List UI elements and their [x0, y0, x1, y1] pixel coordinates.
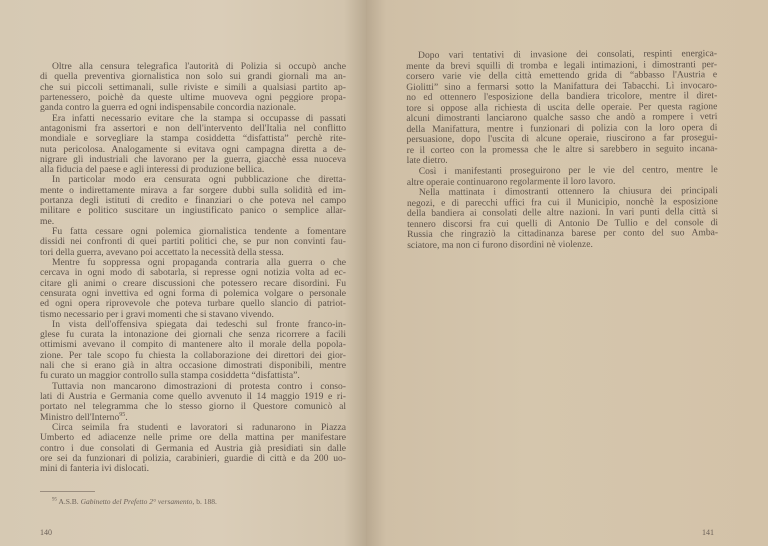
line-text: della Manifattura, mentre i funzionari di polizia con la loro opera di — [406, 121, 718, 135]
line-text: no ed ottennero l'esposizione della bandiera tricolore, mentre il diret- — [406, 90, 718, 104]
line-text: sciatore, ma non ci furono disordini nè violenze. — [407, 238, 593, 251]
line-text: militare e politico suscitare un ingiustificato panico o semplice allar- — [40, 205, 346, 217]
paragraph — [40, 175, 346, 227]
line-text: portanza degli istituti di credito e finanziari o che poteva nel campo — [40, 195, 346, 207]
line-text: alla fiducia del paese e agli interessi di produzione bellica. — [40, 164, 265, 176]
line-text: corsero varie vie della città emettendo grida di “abbasso l'Austria e — [406, 69, 718, 83]
left-page — [0, 0, 366, 546]
line-text: dissidi nei confronti di quei partiti politici che, se pur non convinti fau- — [40, 236, 346, 248]
text-line — [40, 464, 346, 474]
right-page — [366, 0, 768, 546]
line-text: re il corteo con la promessa che le altre si sarebbero in seguito incana- — [406, 143, 718, 156]
line-text: alcuni dimostranti lanciarono qualche sasso che andò a rompere i vetri — [406, 111, 718, 125]
line-text: fu curato un maggior controllo sulla stampa cosiddetta “disfattista”. — [40, 370, 300, 382]
line-text: citare gli animi o creare discussioni che potessero recare disordini. Fu — [40, 277, 346, 289]
line-text: zione. Per tale scopo fu chiesta la collaborazione dei direttori dei gior- — [40, 349, 346, 361]
line-text: ore sei da funzionari di polizia, carabinieri, guardie di città e da 200 uo- — [40, 452, 346, 464]
paragraph — [40, 258, 346, 320]
line-text: contro i due consolati di Germania ed Austria già presidiati sin dalle — [40, 442, 346, 454]
line-text: In particolar modo era censurata ogni pubblicazione che diretta- — [52, 174, 346, 186]
line-text: Era infatti necessario evitare che la stampa si occupasse di passati — [52, 112, 346, 124]
line-text: mente da brevi squilli di tromba e legali intimazioni, i dimostranti per- — [406, 58, 718, 72]
line-text: nuta pericolosa. Analogamente si evitava ogni campagna diretta a de- — [40, 143, 346, 155]
line-text: di quella preventiva giornalistica non solo sui grandi giornali ma an- — [40, 71, 346, 83]
footnote-title: Gabinetto del Prefetto 2° versamento, — [80, 497, 195, 506]
line-text: della bandiera ai consolati delle altre nazioni. In vari punti della città si — [406, 206, 719, 220]
footnote-divider — [40, 491, 95, 492]
footnote-ref: b. 188. — [196, 497, 217, 506]
paragraph — [40, 114, 346, 176]
line-text: nali che si erano già in altra occasione dimostrati disponibili, mentre — [40, 360, 346, 372]
paragraph — [407, 186, 718, 251]
line-text: tori della guerra, avevano poi accettato la necessità della stessa. — [40, 246, 284, 258]
footnote-source: A.S.B. — [58, 497, 79, 506]
line-text: late dietro. — [406, 155, 448, 167]
line-text: Fu fatta cessare ogni polemica giornalistica tendente a fomentare — [52, 226, 346, 237]
line-text: mondiale e sorvegliare la stampa cosiddetta “disfattista” perchè rite- — [40, 133, 346, 145]
footnote — [52, 497, 217, 506]
line-text: ed ogni opera riprovevole che poteva turbare quello slancio di patriot- — [40, 298, 346, 310]
line-text: cercava in ogni modo di sabotarla, si represse ogni notizia volta ad ec- — [40, 267, 346, 279]
line-text: tennero discorsi fra cui quelli di Antonio De Tullio e del console di — [407, 216, 719, 230]
line-text: partenessero, poichè da queste ultime muoveva ogni peggiore propa- — [40, 91, 346, 103]
line-text: mini di fanteria ivi dislocati. — [40, 463, 149, 475]
line-text: me. — [40, 215, 55, 227]
line-text: persuasione, dopo l'uscita di alcune operaie, riuscirono a far prosegui- — [406, 132, 718, 146]
page-number: 140 — [40, 528, 52, 537]
line-text: Ministro dell'Interno — [40, 411, 120, 423]
line-text: Mentre fu soppressa ogni propaganda contraria alla guerra o che — [52, 256, 346, 268]
paragraph — [40, 227, 346, 258]
text-line: Ministro dell'Interno$^{95}$. — [40, 411, 128, 423]
line-text: Tuttavia non mancarono dimostrazioni di protesta contro i conso- — [52, 380, 346, 392]
paragraph — [40, 62, 346, 114]
paragraph — [40, 423, 346, 475]
line-text: tore si oppose alla richiesta di uscita delle operaie. Per questa ragione — [406, 100, 718, 114]
line-text: portato nel telegramma che lo stesso giorno il Questore comunicò al — [40, 401, 346, 413]
line-text: antagonismi fra assertori e non dell'intervento dell'Italia nel conflitto — [40, 122, 346, 134]
left-page-body — [40, 62, 346, 475]
line-text: mente o indirettamente mirava a far sorgere dubbi sulla solidità ed im- — [40, 184, 346, 196]
line-text: Dopo vari tentativi di invasione dei consolati, respinti energica- — [417, 48, 718, 61]
line-text: Umberto ed adiacenze nelle prime ore della mattina per manifestare — [40, 432, 346, 444]
line-text: lati di Austria e Germania come quello avvenuto il 14 maggio 1919 e ri- — [40, 391, 346, 402]
page-number: 141 — [702, 528, 714, 537]
text-line — [407, 239, 718, 251]
paragraph — [406, 49, 718, 167]
line-text: ottimismi avevano il compito di mantenere alto il morale della popola- — [40, 339, 346, 351]
line-text: Oltre alla censura telegrafica l'autorità di Polizia si occupò anche — [52, 61, 346, 72]
line-text: altre operaie continuarono regolarmente il loro lavoro. — [406, 175, 616, 188]
line-text: glese fu curata la intonazione dei giornali che senza ricorrere a facili — [40, 329, 346, 341]
line-text: tismo necessario per i gravi momenti che si stavano vivendo. — [40, 308, 274, 320]
footnote-number: 95 — [52, 497, 57, 503]
line-text: Circa seimila fra studenti e lavoratori si radunarono in Piazza — [52, 421, 346, 433]
line-text: che sui piccoli settimanali, sulle riviste e simili a qualsiasi partito ap- — [40, 81, 346, 93]
paragraph — [40, 320, 346, 382]
text-line — [40, 206, 346, 216]
line-text: Nella mattinata i dimostranti ottennero la chiusura dei principali — [418, 185, 718, 199]
right-page-body — [406, 49, 718, 251]
line-text: Russia che ringraziò la cittadinanza barese per conto del suo Amba- — [407, 227, 719, 241]
line-text: Così i manifestanti proseguirono per le vie del centro, mentre le — [418, 164, 718, 177]
line-text: ganda contro la guerra ed ogni indispensabile concordia nazionale. — [40, 102, 297, 114]
line-text: In vista dell'offensiva spiegata dai tedeschi sul fronte franco-in- — [52, 318, 346, 330]
paragraph — [40, 382, 346, 423]
footnote-reference[interactable]: 95 — [119, 411, 126, 418]
line-text: censurata ogni invettiva ed ogni forma di polemica volgare o personale — [40, 287, 346, 299]
line-text: negozi, e di parecchi uffici fra cui il Municipio, nonchè la esposizione — [406, 195, 718, 209]
line-text: Giolitti” sino a fermarsi sotto la Manifattura dei Tabacchi. Lì invocaro- — [406, 79, 718, 93]
line-text: nigrare gli industriali che lavorano per la guerra, giacchè essa nuoceva — [40, 153, 346, 165]
